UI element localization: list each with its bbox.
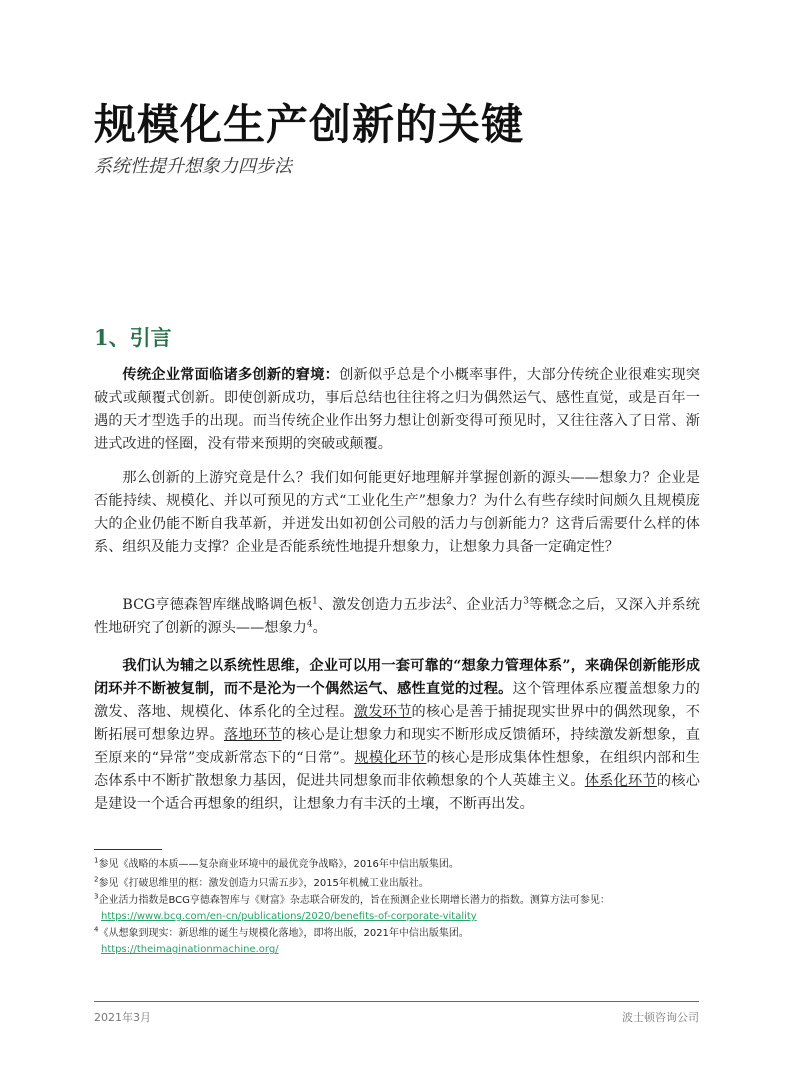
term-scaling-stage: 规模化环节	[354, 750, 427, 766]
footnote-number: 3	[94, 892, 99, 901]
footer-divider	[94, 1001, 699, 1002]
footnote-number: 1	[94, 856, 99, 865]
paragraph-text: 、激发创造力五步法	[317, 597, 447, 613]
paragraph-innovation-dilemma	[94, 364, 700, 456]
paragraph-management-system	[94, 655, 700, 816]
footnote-divider	[94, 849, 162, 850]
footnote-ref-4[interactable]: 4	[306, 619, 313, 630]
document-subtitle: 系统性提升想象力四步法	[94, 156, 292, 177]
document-title: 规模化生产创新的关键	[94, 100, 525, 149]
paragraph-text: 的核心是让想象力和现实不断形成反馈循环，持续激发新想象，直至原来的“异常”变成新常态下的“日常”。	[94, 727, 700, 766]
paragraph-upstream-question	[94, 467, 700, 559]
paragraph-text: 。	[312, 620, 327, 636]
footnote-1	[94, 857, 704, 873]
footnote-text: 《从想象到现实：新思维的诞生与规模化落地》，即将出版，2021年中信出版集团。	[98, 928, 469, 939]
footnote-ref-1[interactable]: 1	[312, 596, 318, 607]
footnote-3	[94, 893, 704, 925]
term-systematize-stage: 体系化环节	[584, 773, 657, 789]
term-landing-stage: 落地环节	[223, 727, 282, 743]
footnote-text: 参见《战略的本质——复杂商业环境中的最优竞争战略》，2016年中信出版集团。	[98, 859, 459, 870]
footnote-number: 4	[94, 925, 99, 934]
paragraph-text: 、企业活力	[451, 597, 524, 613]
paragraph-text: 的核心是建设一个适合再想象的组织，让想象力有丰沃的土壤，不断再出发。	[94, 773, 700, 812]
term-stimulate-stage: 激发环节	[353, 704, 412, 720]
footnote-text: 企业活力指数是BCG亨德森智库与《财富》杂志联合研发的，旨在预测企业长期增长潜力的指数。测算方法可参见：	[98, 895, 610, 906]
section-heading: 1、引言	[94, 325, 172, 350]
paragraph-bcg-research	[94, 594, 700, 640]
footnote-3-link[interactable]: https://www.bcg.com/en-cn/publications/2020/benefits-of-corporate-vitality	[101, 911, 477, 922]
paragraph-text: 那么创新的上游究竟是什么？我们如何能更好地理解并掌握创新的源头——想象力？企业是否能持续、规模化、并以可预见的方式“工业化生产”想象力？为什么有些存续时间颇久且规模庞大的企业仍能不断自我革新，并迸发出如初创公司般的活力与创新能力？这背后需要什么样的体系、组织及能力支撑？企业是否能系统性地提升想象力，让想象力具备一定确定性？	[94, 470, 700, 555]
footnote-4-link[interactable]: https://theimaginationmachine.org/	[101, 944, 279, 955]
paragraph-text: 的核心是善于捕捉现实世界中的偶然现象，不断拓展可想象边界。	[94, 704, 700, 743]
footnote-ref-3[interactable]: 3	[523, 596, 529, 607]
footnote-2	[94, 876, 704, 892]
footnote-ref-2[interactable]: 2	[446, 596, 452, 607]
paragraph-text: 的核心是形成集体性想象，在组织内部和生态体系中不断扩散想象力基因，促进共同想象而非依赖想象的个人英雄主义。	[94, 750, 700, 789]
footer-organization: 波士顿咨询公司	[622, 1011, 699, 1024]
paragraph-text: 这个管理体系应覆盖想象力的激发、落地、规模化、体系化的全过程。	[94, 681, 700, 720]
paragraph-text: BCG亨德森智库继战略调色板	[122, 597, 313, 613]
paragraph-text: 等概念之后，又深入并系统性地研究了创新的源头——想象力	[94, 597, 700, 636]
footer-date: 2021年3月	[94, 1011, 151, 1024]
paragraph-text: 创新似乎总是个小概率事件，大部分传统企业很难实现突破式或颠覆式创新。即使创新成功，事后总结也往往将之归为偶然运气、感性直觉，或是百年一遇的天才型选手的出现。而当传统企业作出努力想让创新变得可预见时，又往往落入了日常、渐进式改进的怪圈，没有带来预期的突破或颠覆。	[94, 367, 700, 452]
footnote-4	[94, 926, 704, 958]
footnote-text: 参见《打破思维里的框：激发创造力只需五步》，2015年机械工业出版社。	[98, 878, 429, 889]
paragraph-lead-bold: 传统企业常面临诸多创新的窘境：	[122, 367, 340, 383]
paragraph-lead-bold: 我们认为辅之以系统性思维，企业可以用一套可靠的“想象力管理体系”，来确保创新能形成闭环并不断被复制，而不是沦为一个偶然运气、感性直觉的过程。	[94, 658, 700, 697]
footnote-number: 2	[94, 875, 99, 884]
